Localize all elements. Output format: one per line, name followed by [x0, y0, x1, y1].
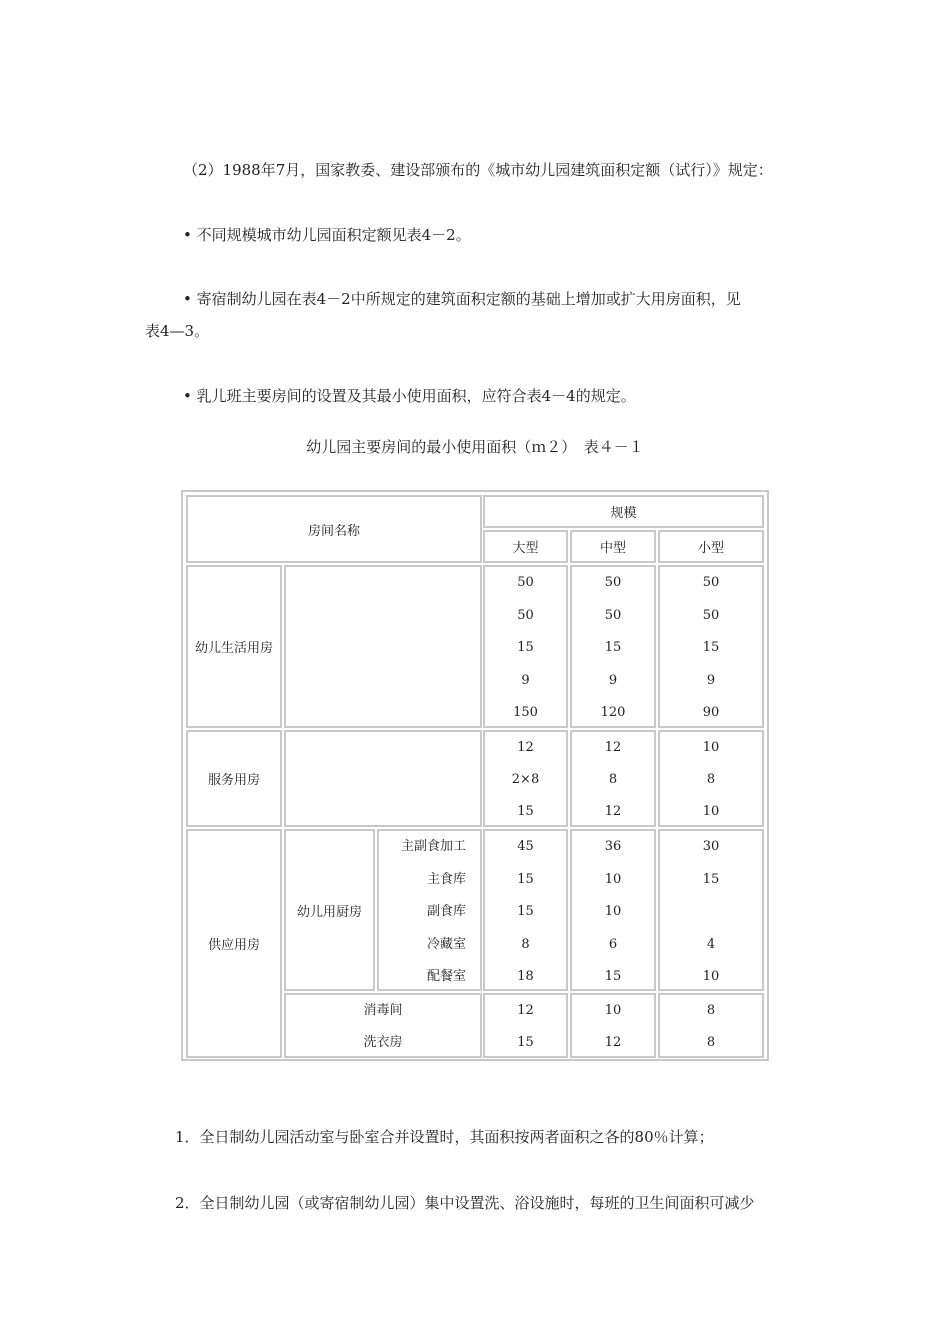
- supply-other-col-large: [483, 993, 568, 1058]
- value-cell: 15: [517, 871, 534, 887]
- header-medium: 中型: [570, 530, 656, 563]
- value-cell: 45: [517, 839, 534, 854]
- value-cell: 150: [513, 705, 538, 720]
- header-large: 大型: [483, 530, 568, 563]
- value-cell: 50: [702, 575, 720, 590]
- group-service-label: 服务用房: [186, 730, 282, 827]
- value-cell: 9: [608, 672, 618, 688]
- value-cell: 4: [706, 936, 716, 952]
- bullet-boarding-line2: 表4—3。: [145, 322, 210, 340]
- kitchen-row-name: 副食库: [426, 904, 466, 919]
- bullet-boarding-line1: • 寄宿制幼儿园在表4－2中所规定的建筑面积定额的基础上增加或扩大用房面积，见: [183, 290, 741, 308]
- value-cell: 10: [702, 969, 720, 984]
- kitchen-row-name: 主食库: [426, 871, 466, 887]
- value-cell: 15: [517, 804, 534, 819]
- value-cell: 18: [517, 969, 534, 984]
- living-col-medium: [570, 565, 656, 728]
- value-cell: 8: [706, 772, 716, 787]
- kitchen-row-name: 主副食加工: [400, 839, 466, 854]
- area-table: [181, 490, 769, 1061]
- group-living-names: [284, 565, 482, 728]
- value-cell: 12: [604, 1035, 622, 1050]
- service-col-medium: [570, 730, 656, 827]
- value-cell: 12: [604, 740, 622, 755]
- kitchen-label: 幼儿用厨房: [284, 829, 375, 991]
- value-cell: 50: [604, 607, 622, 623]
- value-cell: 50: [517, 575, 534, 590]
- value-cell: 10: [604, 904, 622, 919]
- value-cell: 8: [706, 1035, 716, 1050]
- value-cell: 30: [702, 839, 720, 854]
- value-cell: 50: [604, 575, 622, 590]
- value-cell: 8: [608, 772, 618, 787]
- value-cell: 50: [702, 607, 720, 623]
- value-cell: 12: [517, 1003, 534, 1018]
- value-cell: 15: [702, 871, 720, 887]
- value-cell: 10: [604, 1003, 622, 1018]
- value-cell: 8: [706, 1003, 716, 1018]
- living-col-small: [658, 565, 764, 728]
- service-col-large: [483, 730, 568, 827]
- kitchen-names: [377, 829, 482, 991]
- value-cell: 90: [702, 705, 720, 720]
- group-living-label: 幼儿生活用房: [186, 565, 282, 728]
- kitchen-col-small: [658, 829, 764, 991]
- supply-other-names: [284, 993, 482, 1058]
- header-scale: 规模: [483, 495, 764, 528]
- bullet-infant-class: • 乳儿班主要房间的设置及其最小使用面积，应符合表4－4的规定。: [183, 387, 636, 405]
- kitchen-col-medium: [570, 829, 656, 991]
- note-1: 1．全日制幼儿园活动室与卧室合并设置时，其面积按两者面积之各的80％计算；: [175, 1128, 714, 1146]
- value-cell: 36: [604, 839, 622, 854]
- header-room-name: 房间名称: [186, 495, 482, 563]
- supply-row-name: 洗衣房: [363, 1035, 403, 1050]
- bullet-table-4-2: • 不同规模城市幼儿园面积定额见表4－2。: [183, 226, 471, 244]
- value-cell: 120: [600, 705, 626, 720]
- value-cell: 15: [604, 640, 622, 655]
- value-cell: 10: [702, 804, 720, 819]
- group-supply-label: 供应用房: [186, 829, 282, 1058]
- value-cell: 15: [517, 640, 534, 655]
- table-caption: 幼儿园主要房间的最小使用面积（ｍ２） 表４－１: [306, 438, 644, 456]
- service-col-small: [658, 730, 764, 827]
- note-2: 2．全日制幼儿园（或寄宿制幼儿园）集中设置洗、浴设施时，每班的卫生间面积可减少: [175, 1194, 755, 1212]
- living-col-large: [483, 565, 568, 728]
- value-cell: 15: [604, 969, 622, 984]
- supply-row-name: 消毒间: [363, 1003, 403, 1018]
- value-cell: 50: [517, 607, 534, 623]
- supply-other-col-medium: [570, 993, 656, 1058]
- value-cell: 15: [517, 904, 534, 919]
- kitchen-row-name: 冷藏室: [426, 936, 466, 952]
- value-cell: 10: [702, 740, 720, 755]
- value-cell: 2×8: [511, 772, 540, 787]
- header-small: 小型: [658, 530, 764, 563]
- kitchen-col-large: [483, 829, 568, 991]
- value-cell: 10: [604, 871, 622, 887]
- value-cell: 12: [604, 804, 622, 819]
- supply-other-col-small: [658, 993, 764, 1058]
- group-service-names: [284, 730, 482, 827]
- value-cell: 9: [706, 672, 716, 688]
- value-cell: 8: [521, 936, 530, 952]
- paragraph-regulation: （2）1988年7月，国家教委、建设部颁布的《城市幼儿园建筑面积定额（试行）》规定：: [183, 161, 773, 179]
- kitchen-row-name: 配餐室: [426, 969, 466, 984]
- value-cell: 15: [517, 1035, 534, 1050]
- value-cell: 9: [521, 672, 530, 688]
- value-cell: [660, 896, 762, 929]
- value-cell: 15: [702, 640, 720, 655]
- value-cell: 6: [608, 936, 618, 952]
- value-cell: 12: [517, 740, 534, 755]
